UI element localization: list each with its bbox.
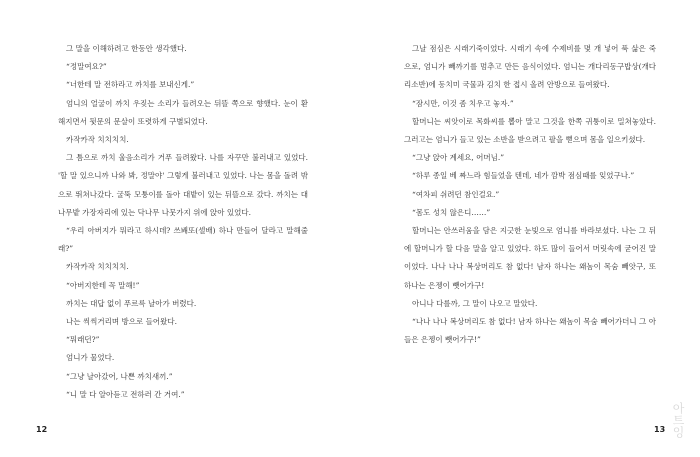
paragraph: “그냥 날아갔어, 나쁜 까치새끼.” bbox=[66, 371, 173, 381]
paragraph: “나나 나나 복상머리도 참 없다! 남자 하나는 왜놈이 목숨 빼어가더니 그 아들은 은젱이 뺏어가구!” bbox=[404, 317, 656, 345]
right-page bbox=[350, 0, 700, 457]
paragraph: 아니나 다를까, 그 말이 나오고 말았다. bbox=[412, 298, 538, 308]
paragraph: “하루 종일 베 짜느라 힘들었을 텐데, 네가 깜박 점심때를 잊었구나.” bbox=[412, 171, 635, 181]
paragraph: 까치는 대답 없이 푸르륵 날아가 버렸다. bbox=[66, 298, 197, 308]
paragraph: 할머니는 씨앗이로 목화씨를 뽑아 말고 그것을 한쪽 귀퉁이로 밀쳐놓았다. 그러고는 엄니가 들고 있는 소반을 받으려고 팔을 뻗으며 몸을 일으키셨다. bbox=[404, 116, 656, 145]
paragraph: 카작카작 치치치치. bbox=[66, 135, 129, 145]
paragraph: “몸도 성치 않은디……” bbox=[412, 207, 491, 217]
paragraph: “여차피 쉬려던 참인걸요.” bbox=[412, 189, 500, 199]
paragraph: 그날 점심은 시래기죽이었다. 시래기 속에 수제비를 몇 개 넣어 푹 삶은 죽으로, 엄니가 빼까기를 멈추고 만든 음식이었다. 엄니는 개다리동구밥상(개다리소반)에 동치미 국물과 김치 한 접시 올려 안방으로 들여왔다. bbox=[404, 44, 656, 90]
paragraph: 나는 씩씩거리며 방으로 들어왔다. bbox=[66, 317, 177, 327]
page-number-right: 13 bbox=[654, 425, 666, 434]
paragraph: 그 틈으로 까치 울음소리가 거푸 들려왔다. 나를 자꾸만 불러내고 있었다. '할 말 있으니까 나와 봐, 정말야' 그렇게 불러내고 있었다. 나는 몸을 돌려 밖으로 뛰쳐나갔다. 굴뚝 모퉁이를 돌아 대밭이 있는 뒤뜰으로 갔다. 까치는 대나무밭 가장자리에 있는 닥나무 나뭇가지 위에 앉아 있었다. bbox=[58, 153, 308, 217]
paragraph: 엄니가 물었다. bbox=[66, 353, 115, 363]
paragraph: 그 말을 이해하려고 한동안 생각했다. bbox=[66, 44, 187, 53]
paragraph: “아버지한테 꼭 말해!” bbox=[66, 280, 140, 290]
left-page-text bbox=[58, 40, 308, 404]
paragraph: “뭐래던?” bbox=[66, 335, 100, 345]
paragraph: “정말여요?” bbox=[66, 62, 107, 72]
paragraph: “너한테 말 전하라고 까치를 보내신게.” bbox=[66, 80, 195, 90]
paragraph: 엄니의 얼굴이 까치 우짖는 소리가 들려오는 뒤뜰 쪽으로 향했다. 눈이 환해지면서 뒷문의 문살이 또렷하게 구별되었다. bbox=[58, 98, 308, 126]
page-number-left: 12 bbox=[36, 425, 48, 434]
watermark-logo: 아트잉 bbox=[671, 402, 685, 438]
paragraph: “니 말 다 알아듣고 전하러 간 거여.” bbox=[66, 389, 185, 399]
right-page-text bbox=[404, 40, 656, 349]
paragraph: 카작카작 치치치치. bbox=[66, 262, 129, 272]
paragraph: 할머니는 안쓰러움을 담은 지긋한 눈빛으로 엄니를 바라보셨다. 나는 그 뒤에 할머니가 할 다음 말을 알고 있었다. 하도 많이 들어서 머릿속에 굳어진 말이었다. 나나 나나 복상머리도 참 없다! 남자 하나는 왜놈이 목숨 빼앗구, 또 하나는 은젱이 뺏어가구! bbox=[404, 226, 656, 290]
paragraph: “우리 아버지가 뭐라고 하시데? 쓰봬또(셀배) 하나 만들어 달라고 말해줄래?” bbox=[58, 226, 308, 254]
paragraph: “잠시만, 이것 좀 치우고 놓자.” bbox=[412, 98, 514, 108]
paragraph: “그냥 앉아 계세요, 어머님.” bbox=[412, 153, 505, 163]
